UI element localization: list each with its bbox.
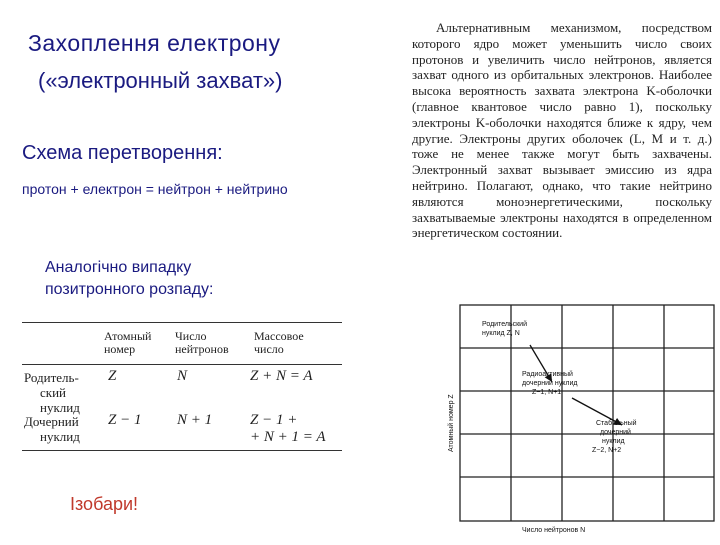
isobars-note: Ізобари! xyxy=(70,494,139,514)
analogy-line2: позитронного розпаду: xyxy=(45,281,214,298)
scheme-heading: Схема перетворення: xyxy=(22,142,223,164)
table-top-rule xyxy=(22,322,342,323)
table-row-daughter-label: Дочерний нуклид xyxy=(24,414,80,444)
analogy-line1: Аналогічно випадку xyxy=(45,259,192,276)
diagram-grid xyxy=(460,305,714,521)
table-row-parent-n: N xyxy=(177,368,188,384)
slide-title-line2: («электронный захват») xyxy=(38,68,283,93)
table-header-rule xyxy=(22,364,342,365)
header-neutron-number: Число нейтронов xyxy=(175,329,229,356)
table-row-parent-a: Z + N = A xyxy=(250,368,313,384)
stable-daughter-label: Стабильный дочерний нуклид Z−2, N+2 xyxy=(592,420,637,454)
table-bottom-rule xyxy=(22,450,342,451)
radioactive-daughter-label: Радиоактивный дочерний нуклид Z−1, N+1 xyxy=(522,371,578,396)
slide-title-line1: Захоплення електрону xyxy=(28,30,281,56)
excerpt-paragraph xyxy=(412,20,712,241)
analogy-note xyxy=(45,257,245,301)
parent-nuclide-label: Родительский нуклид Z, N xyxy=(482,321,527,337)
reaction-equation: протон + електрон = нейтрон + нейтрино xyxy=(22,181,288,197)
table-row-daughter-n: N + 1 xyxy=(177,412,213,428)
table-row-parent-z: Z xyxy=(108,368,117,384)
excerpt-text: Альтернативным механизмом, посредством которого ядро может уменьшить число своих протонов и увеличить число нейтронов, является захват одного из орбитальных электронов. Наиболее высока вероятность захвата электрона K-оболочки (главное квантовое число равно 1), поскольку электроны K-оболочки находятся ближе к ядру, чем другие. Электроны других оболочек (L, M и т. д.) тоже не менее также могут быть захвачены. Электронный захват вызывает эмиссию из ядра нейтрино. Полагают, однако, что такие нейтрино являются моноэнергетическими, поскольку захватываемые электроны находятся в определенном энергетическом состоянии. xyxy=(412,20,712,241)
decay-grid-svg xyxy=(440,300,720,540)
table-row-parent-label: Родитель- ский нуклид xyxy=(24,370,80,415)
x-axis-label: Число нейтронов N xyxy=(522,527,586,534)
header-atomic-number: Атомный номер xyxy=(104,329,152,356)
table-row-daughter-z: Z − 1 xyxy=(108,412,142,428)
decay-diagram xyxy=(440,300,720,540)
header-mass-number: Массовое число xyxy=(254,329,304,356)
table-row-daughter-a: Z − 1 + + N + 1 = A xyxy=(250,412,326,445)
y-axis-label: Атомный номер Z xyxy=(448,394,455,452)
